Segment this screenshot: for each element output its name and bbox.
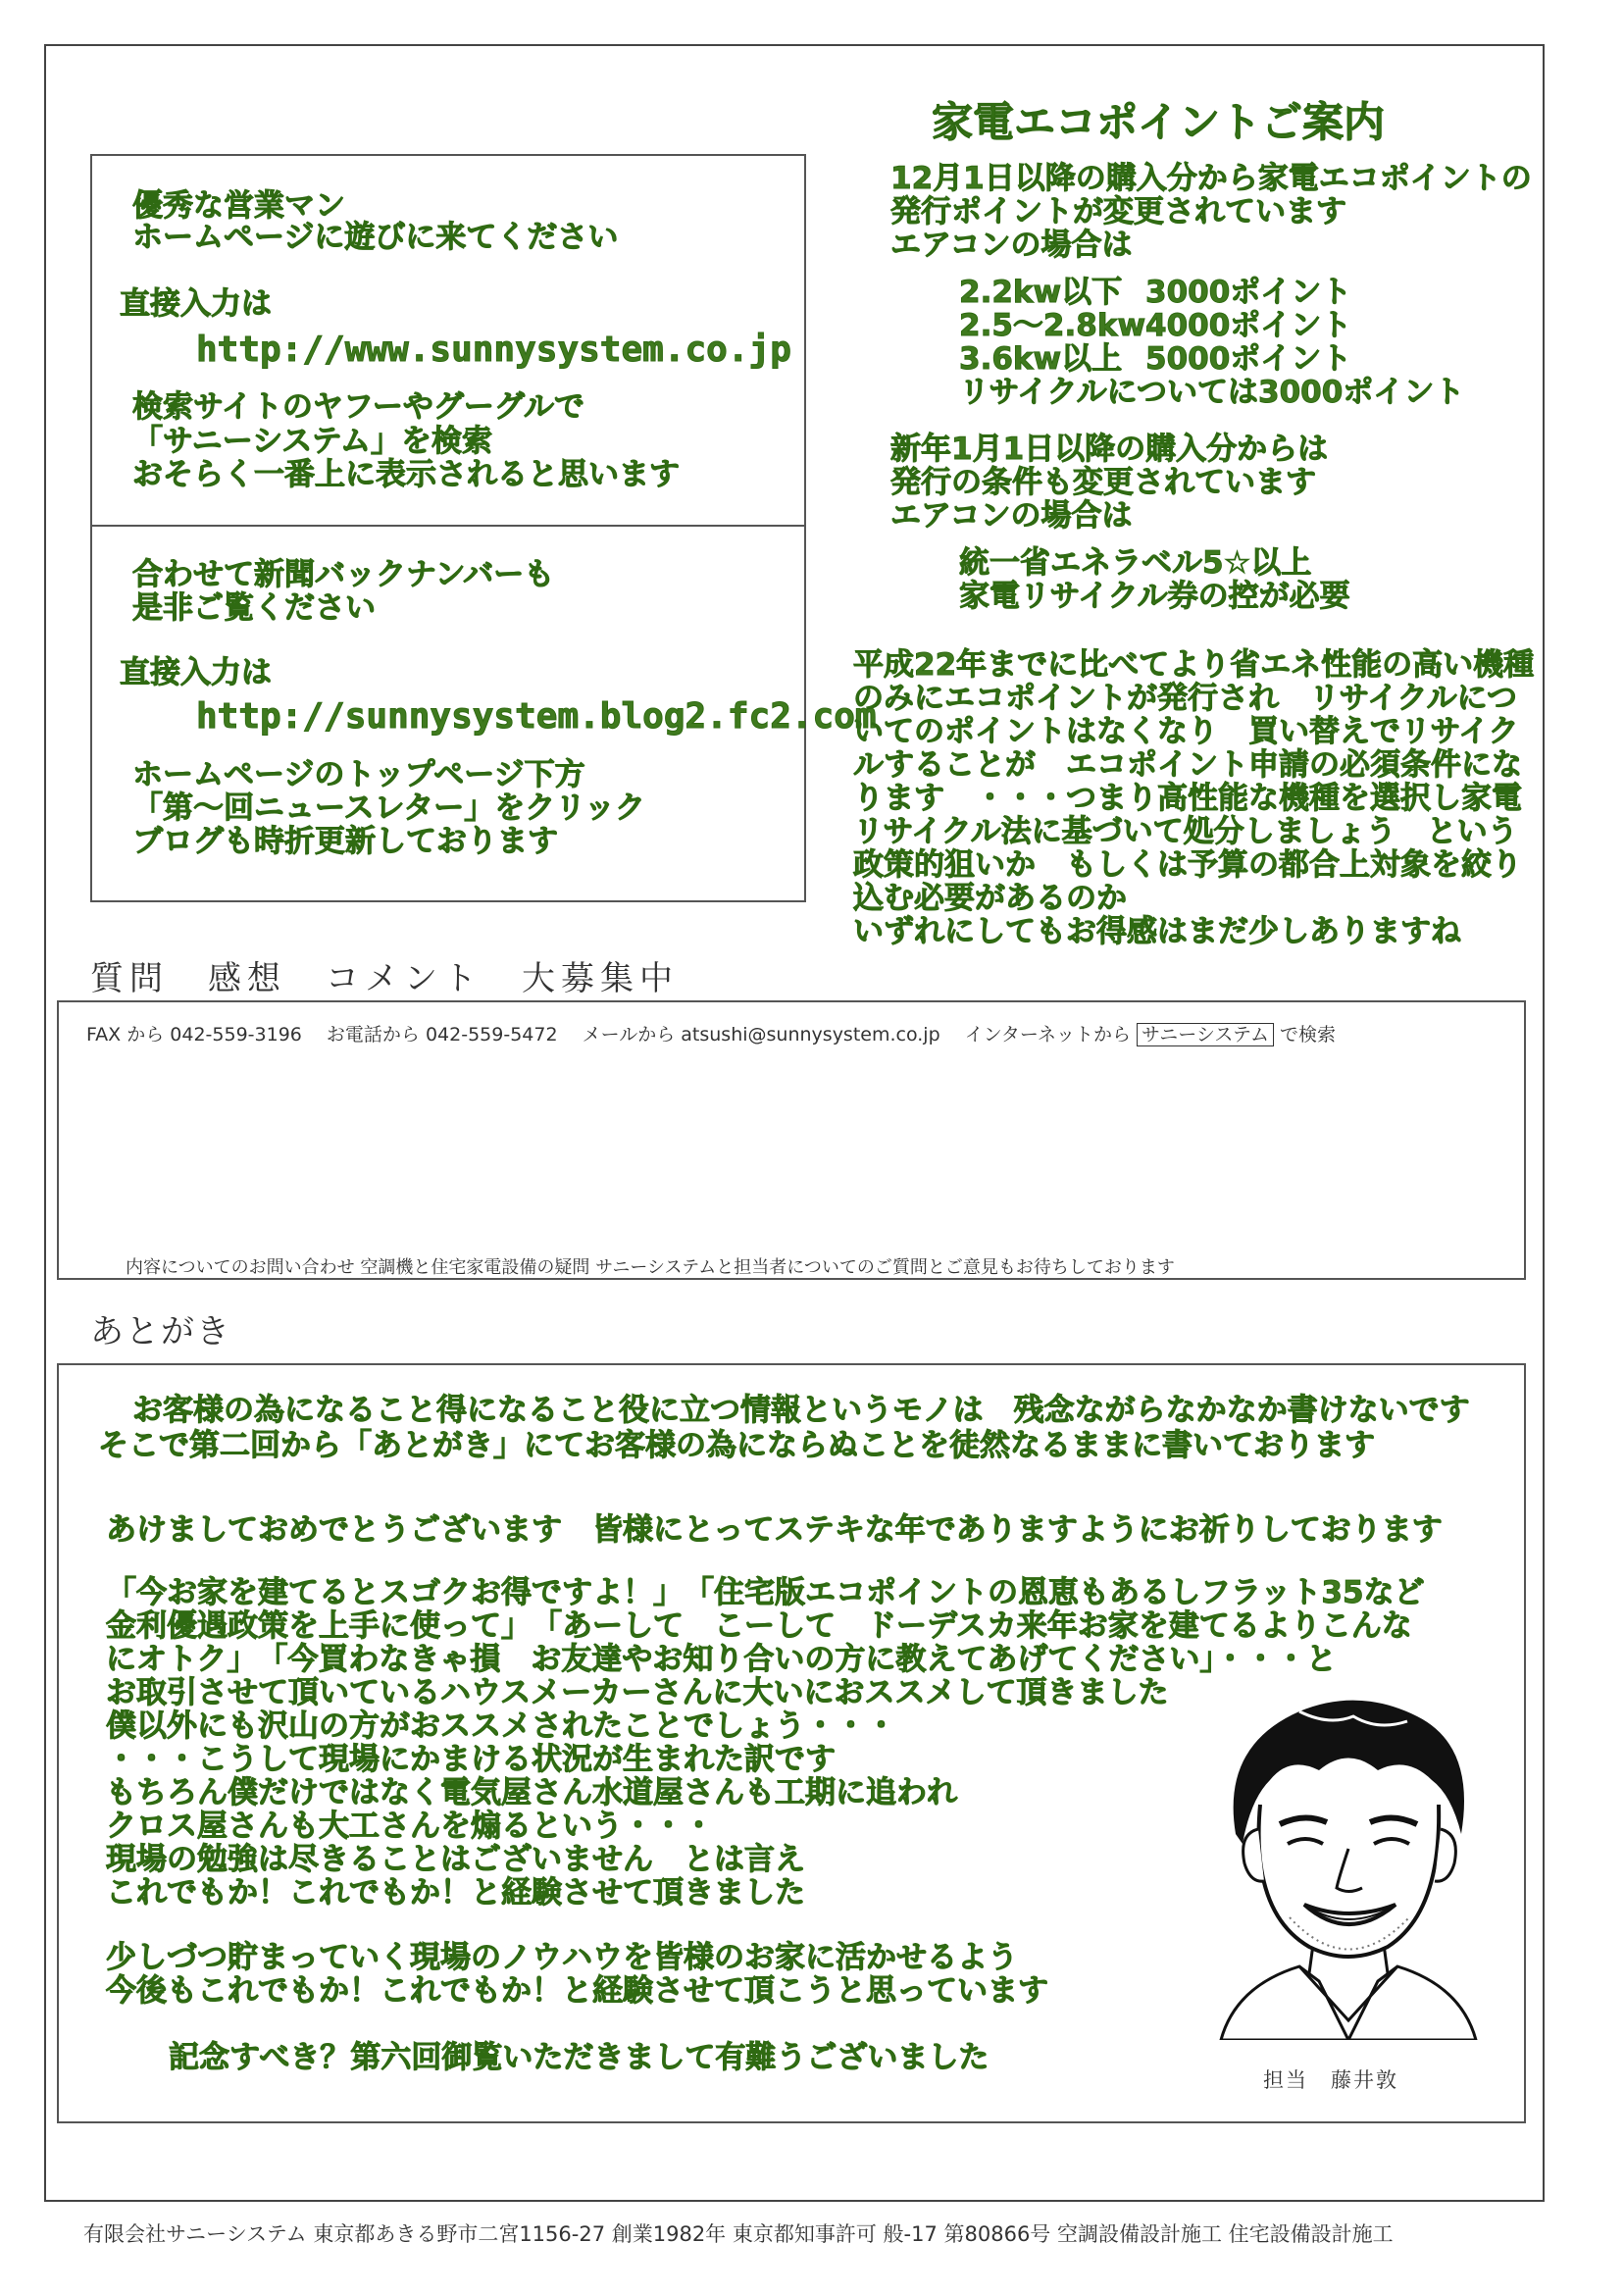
contact-internet: インターネットから (964, 1024, 1131, 1045)
homepage-line2: ホームページに遊びに来てください (132, 220, 619, 255)
afterword-l13: これでもか！これでもか！と経験させて頂きました (106, 1875, 805, 1911)
eco-p3-l9: いずれにしてもお得感はまだ少しありますね (853, 914, 1461, 949)
afterword-l8: 僕以外にも沢山の方がおススメされたことでしょう・・・ (106, 1708, 896, 1744)
blog-url[interactable]: http://sunnysystem.blog2.fc2.com (196, 696, 877, 737)
homepage-line1: 優秀な営業マン (132, 188, 345, 224)
afterword-l4: 「今お家を建てるとスゴクお得ですよ！」 「住宅版エコポイントの恩恵もあるしフラット35など (106, 1575, 1425, 1610)
contact-search-suffix: で検索 (1280, 1024, 1337, 1045)
afterword-l15: 今後もこれでもか！これでもか！と経験させて頂こうと思っています (106, 1973, 1048, 2009)
eco-p3-l1: 平成22年までに比べてより省エネ性能の高い機種 (853, 647, 1535, 683)
blog-line1: 合わせて新聞バックナンバーも (132, 557, 555, 592)
eco-p2-l3: エアコンの場合は (890, 498, 1133, 534)
blog-note3: ブログも時折更新しております (132, 824, 558, 859)
homepage-search3: おそらく一番上に表示されると思います (132, 457, 680, 492)
afterword-l9: ・・・こうして現場にかまける状況が生まれた訳です (106, 1742, 836, 1777)
eco-p2-l5: 家電リサイクル券の控が必要 (959, 579, 1350, 614)
eco-row3-size: 3.6kw以上 (959, 341, 1123, 377)
eco-p3-l4: ルすることが エコポイント申請の必須条件にな (853, 747, 1522, 783)
eco-p1-l3: エアコンの場合は (890, 228, 1133, 263)
eco-p3-l2: のみにエコポイントが発行され リサイクルにつ (853, 681, 1518, 716)
company-footer: 有限会社サニーシステム 東京都あきる野市二宮1156-27 創業1982年 東京都知事許可 般-17 第80866号 空調設備設計施工 住宅設備設計施工 (83, 2222, 1394, 2246)
afterword-heading: あとがき (90, 1312, 231, 1351)
eco-p1-l2: 発行ポイントが変更されています (890, 194, 1346, 229)
eco-p1-l1: 12月1日以降の購入分から家電エコポイントの (890, 161, 1532, 196)
homepage-search2: 「サニーシステム」を検索 (132, 424, 493, 459)
afterword-l2: そこで第二回から「あとがき」にてお客様の為にならぬことを徒然なるままに書いております (98, 1428, 1375, 1463)
blog-line2: 是非ご覧ください (132, 590, 376, 626)
eco-row2-pts: 4000ポイント (1145, 308, 1352, 343)
questions-heading: 質問 感想 コメント 大募集中 (90, 959, 679, 998)
afterword-l7: お取引させて頂いているハウスメーカーさんに大いにおススメして頂きました (106, 1675, 1169, 1710)
afterword-l14: 少しづつ貯まっていく現場のノウハウを皆様のお家に活かせるよう (106, 1940, 1018, 1975)
eco-p2-l4: 統一省エネラベル5☆以上 (959, 545, 1312, 581)
blog-direct-label: 直接入力は (120, 655, 272, 690)
eco-p3-l6: リサイクル法に基づいて処分しましょう という (853, 814, 1518, 849)
eco-p3-l7: 政策的狙いか もしくは予算の都合上対象を絞り (853, 847, 1522, 883)
search-keyword-box: サニーシステム (1137, 1023, 1274, 1046)
eco-row1-size: 2.2kw以下 (959, 275, 1123, 310)
caricature-portrait (1182, 1687, 1515, 2040)
questions-footer: 内容についてのお問い合わせ 空調機と住宅家電設備の疑問 サニーシステムと担当者についてのご質問とご意見もお待ちしております (126, 1257, 1175, 1278)
afterword-l10: もちろん僕だけではなく電気屋さん水道屋さんも工期に追われ (106, 1775, 957, 1810)
contact-line (86, 1020, 1336, 1046)
caricature-caption: 担当 藤井敦 (1263, 2068, 1398, 2092)
eco-p2-l2: 発行の条件も変更されています (890, 465, 1316, 500)
contact-mail[interactable]: メールから atsushi@sunnysystem.co.jp (582, 1024, 940, 1045)
afterword-l16: 記念すべき？第六回御覧いただきまして有難うございました (169, 2040, 990, 2075)
blog-note1: ホームページのトップページ下方 (132, 757, 585, 792)
afterword-l1: お客様の為になること得になること役に立つ情報というモノは 残念ながらなかなか書けないです (132, 1393, 1470, 1428)
blog-note2: 「第〜回ニュースレター」をクリック (132, 790, 645, 826)
homepage-search1: 検索サイトのヤフーやグーグルで (132, 389, 584, 425)
eco-p3-l5: ります ・・・つまり高性能な機種を選択し家電 (853, 781, 1522, 816)
afterword-l3: あけましておめでとうございます 皆様にとってステキな年でありますようにお祈りしております (106, 1512, 1443, 1548)
eco-row1-pts: 3000ポイント (1145, 275, 1352, 310)
eco-recycle: リサイクルについては3000ポイント (959, 375, 1465, 410)
afterword-l5: 金利優遇政策を上手に使って」 「あーして こーして ドーデスカ来年お家を建てるよりこんな (106, 1608, 1412, 1644)
homepage-direct-label: 直接入力は (120, 286, 272, 322)
contact-fax: FAX から 042-559-3196 (86, 1024, 302, 1045)
afterword-l12: 現場の勉強は尽きることはございません とは言え (106, 1842, 805, 1877)
eco-row2-size: 2.5〜2.8kw (959, 308, 1146, 343)
eco-title: 家電エコポイントご案内 (932, 98, 1386, 146)
eco-p3-l8: 込む必要があるのか (853, 881, 1127, 916)
afterword-l6: にオトク」 「今買わなきゃ損 お友達やお知り合いの方に教えてあげてください」・・・と (106, 1642, 1337, 1677)
eco-p2-l1: 新年1月1日以降の購入分からは (890, 432, 1329, 467)
afterword-l11: クロス屋さんも大工さんを煽るという・・・ (106, 1809, 714, 1844)
eco-p3-l3: いてのポイントはなくなり 買い替えでリサイク (853, 714, 1519, 749)
eco-row3-pts: 5000ポイント (1145, 341, 1352, 377)
homepage-url[interactable]: http://www.sunnysystem.co.jp (196, 330, 791, 370)
contact-phone: お電話から 042-559-5472 (326, 1024, 558, 1045)
